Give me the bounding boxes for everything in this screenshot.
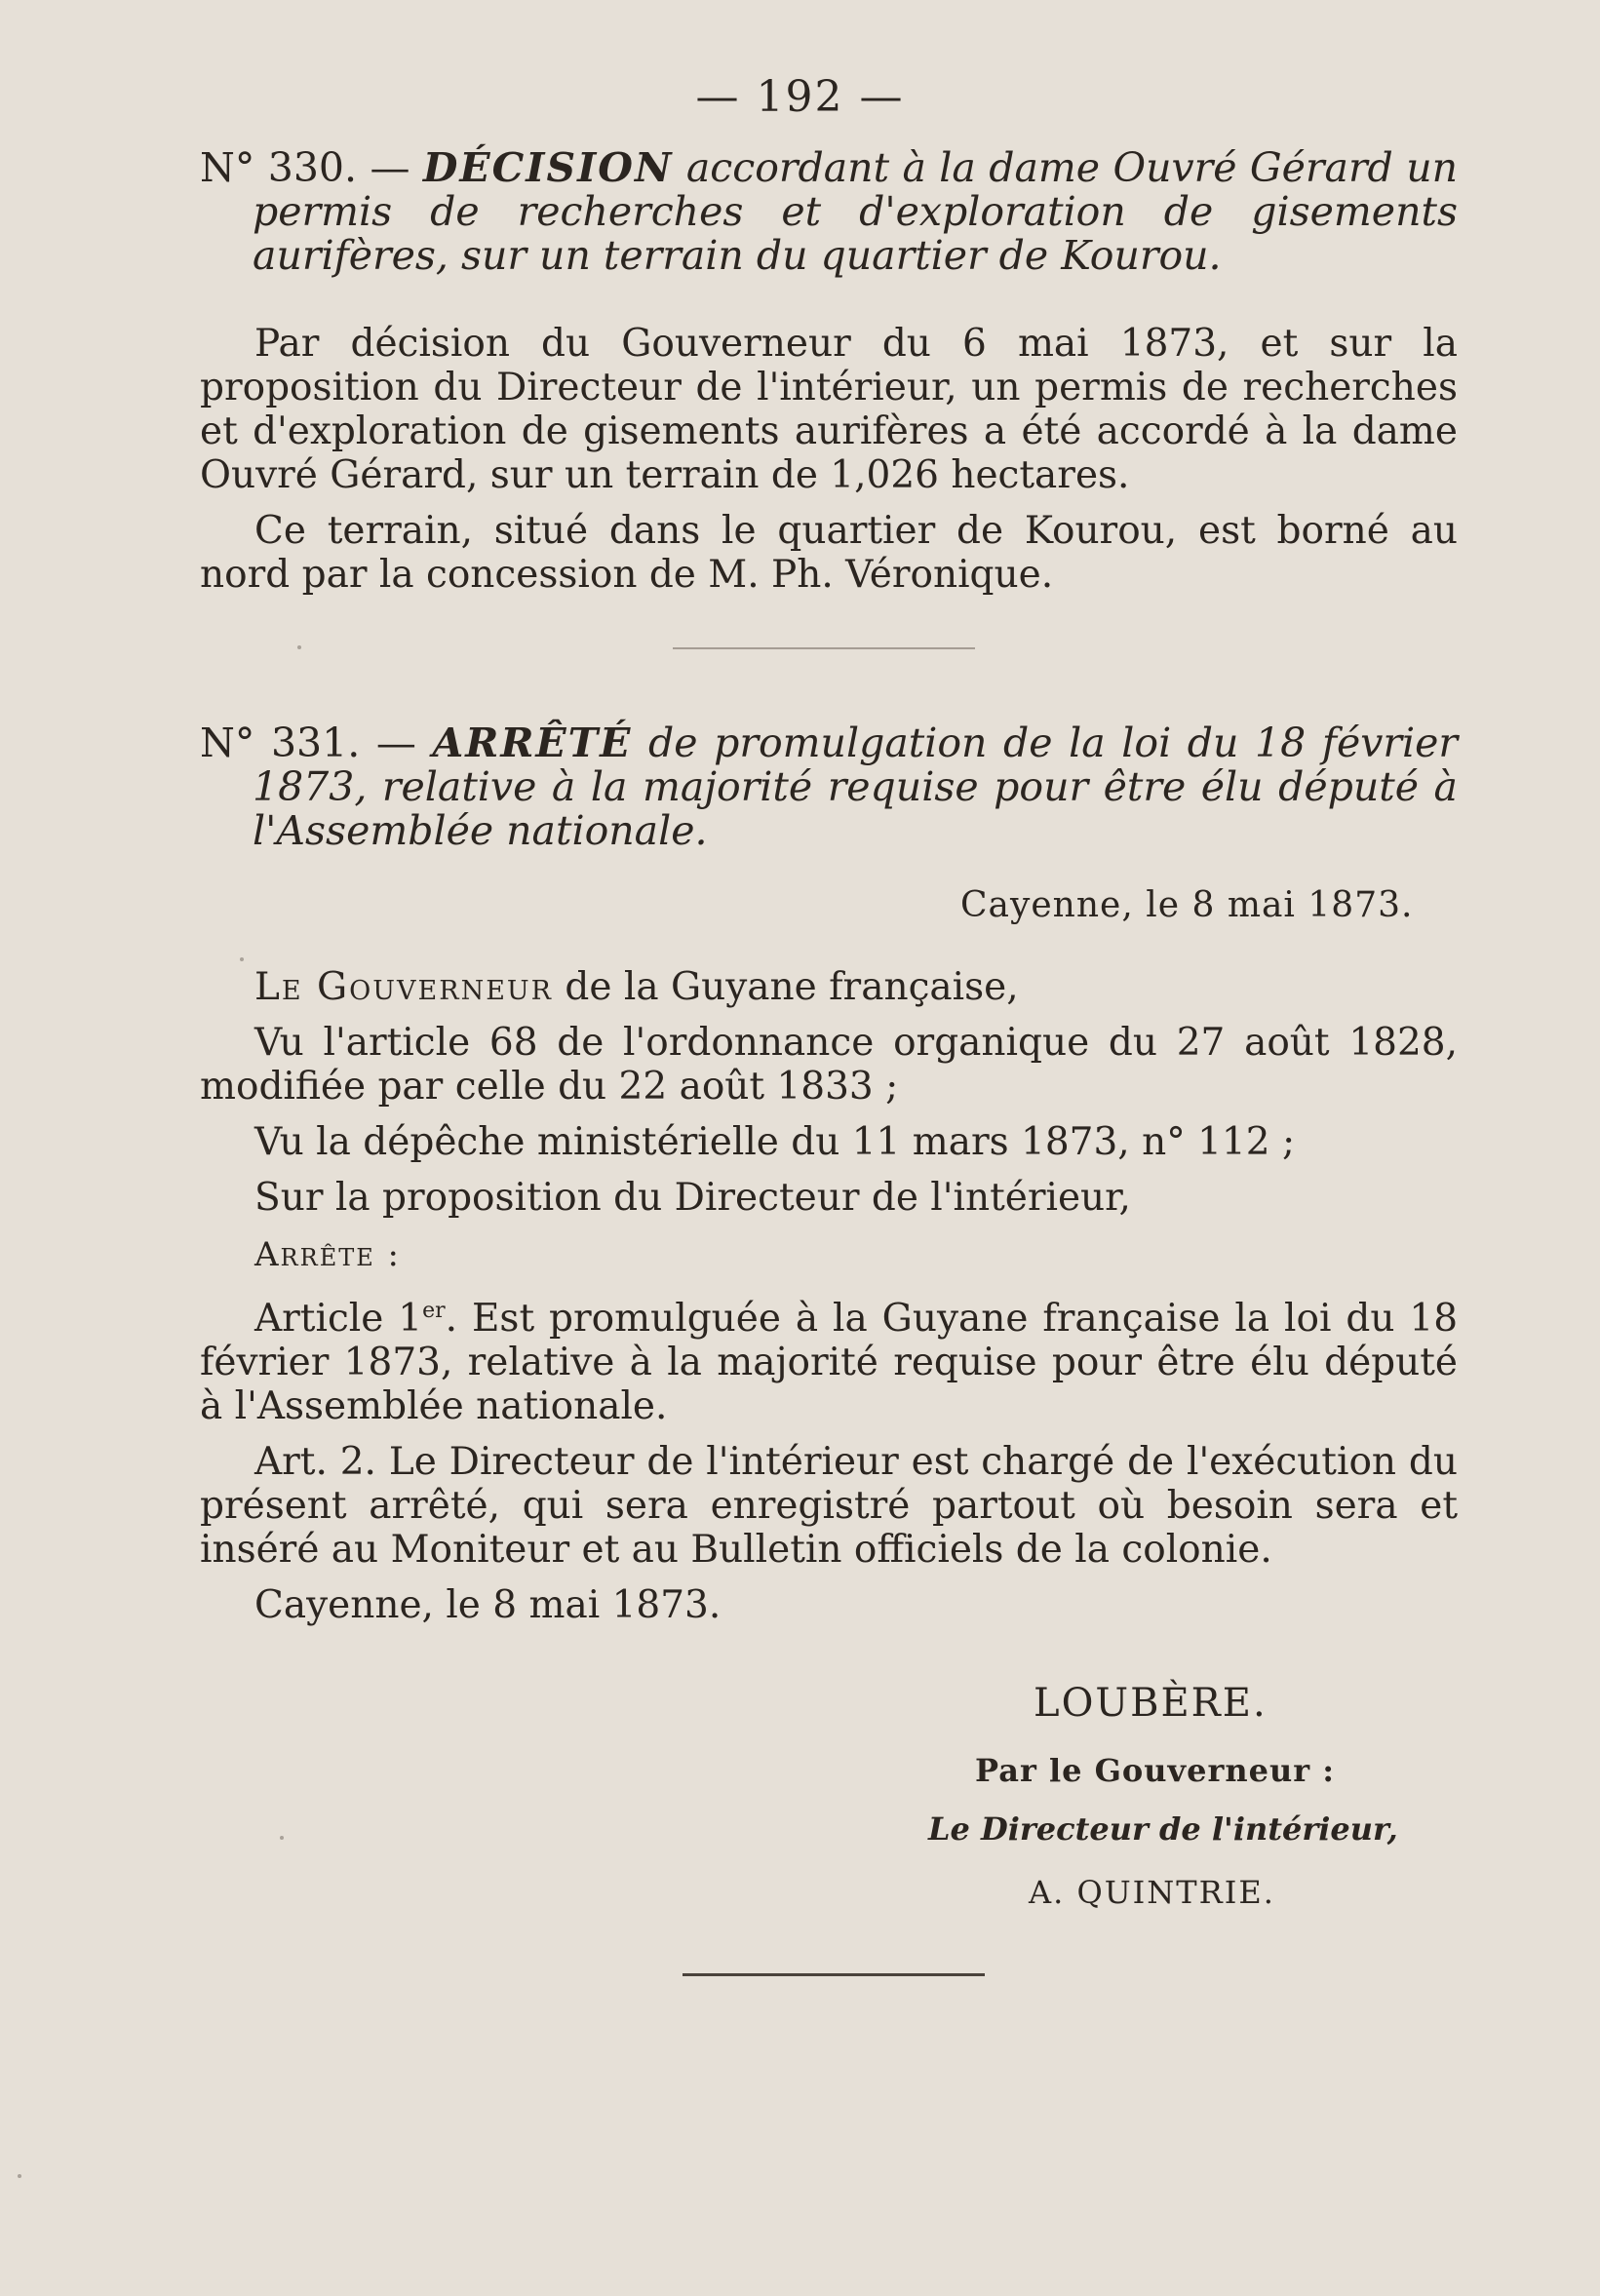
entry-331-title: de promulgation de la loi du 18 février 1873, relative à la majorité requise pour être élu député à l'Assemblée nationale. — [253, 720, 1458, 854]
entry-330-number: N° 330. — — [200, 144, 423, 191]
signatory-name: LOUBÈRE. — [1034, 1681, 1268, 1726]
entry-330 — [200, 146, 1458, 278]
end-rule — [683, 1973, 985, 1976]
arrete-label — [200, 1231, 1458, 1277]
governor-label: Le Gouverneur — [254, 965, 554, 1009]
governor-line — [200, 965, 1458, 1009]
governor-rest: de la Guyane française, — [553, 965, 1019, 1009]
entry-330-heading — [200, 146, 1458, 278]
closing-date: Cayenne, le 8 mai 1873. — [254, 1583, 722, 1627]
entry-331 — [200, 721, 1458, 853]
article-1 — [200, 1289, 1458, 1428]
entry-331-keyword: ARRÊTÉ — [432, 720, 633, 766]
paper-speck — [297, 645, 301, 649]
consideration: Vu l'article 68 de l'ordonnance organique du 27 août 1828, modifiée par celle du 22 août 1833 ; — [200, 1021, 1458, 1109]
paper-speck — [240, 957, 244, 961]
entry-331-body — [200, 965, 1458, 1639]
entry-331-number: N° 331. — — [200, 720, 433, 766]
article-1-prefix: Article 1 — [254, 1297, 423, 1341]
arrete-label-text: Arrête : — [254, 1235, 402, 1274]
paper-speck — [18, 2174, 21, 2178]
dateline: Cayenne, le 8 mai 1873. — [960, 885, 1414, 925]
director-name: A. QUINTRIE. — [1029, 1874, 1275, 1911]
director-title: Le Directeur de l'intérieur, — [928, 1810, 1398, 1848]
entry-330-title: accordant à la dame Ouvré Gérard un permis de recherches et d'exploration de gisements aurifères, sur un terrain du quartier de Kourou. — [253, 144, 1459, 279]
entry-330-paragraph: Ce terrain, situé dans le quartier de Kourou, est borné au nord par la concession de M. Ph. Véronique. — [200, 509, 1458, 597]
signatory-by-line: Par le Gouverneur : — [975, 1752, 1336, 1789]
page-number: — 192 — — [695, 72, 905, 122]
article-2: Art. 2. Le Directeur de l'intérieur est chargé de l'exécution du présent arrêté, qui sera enregistré partout où besoin sera et inséré au Moniteur et au Bulletin officiels de la colonie. — [200, 1440, 1458, 1572]
entry-330-paragraph: Par décision du Gouverneur du 6 mai 1873, et sur la proposition du Directeur de l'intérieur, un permis de recherches et d'exploration de gisements aurifères a été accordé à la dame Ouvré Gérard, sur un terrain de 1,026 hectares. — [200, 322, 1458, 497]
consideration: Sur la proposition du Directeur de l'intérieur, — [254, 1176, 1131, 1220]
entry-330-keyword: DÉCISION — [422, 144, 674, 191]
paper-speck — [280, 1836, 284, 1840]
entry-330-body — [200, 322, 1458, 608]
article-1-sup: er — [422, 1299, 446, 1323]
section-separator — [673, 647, 975, 649]
consideration: Vu la dépêche ministérielle du 11 mars 1873, n° 112 ; — [254, 1120, 1296, 1164]
article-1-text: . Est promulguée à la Guyane française la loi du 18 février 1873, relative à la majorité requise pour être élu député à l'Assemblée nationale. — [200, 1297, 1459, 1428]
entry-331-heading — [200, 721, 1458, 853]
